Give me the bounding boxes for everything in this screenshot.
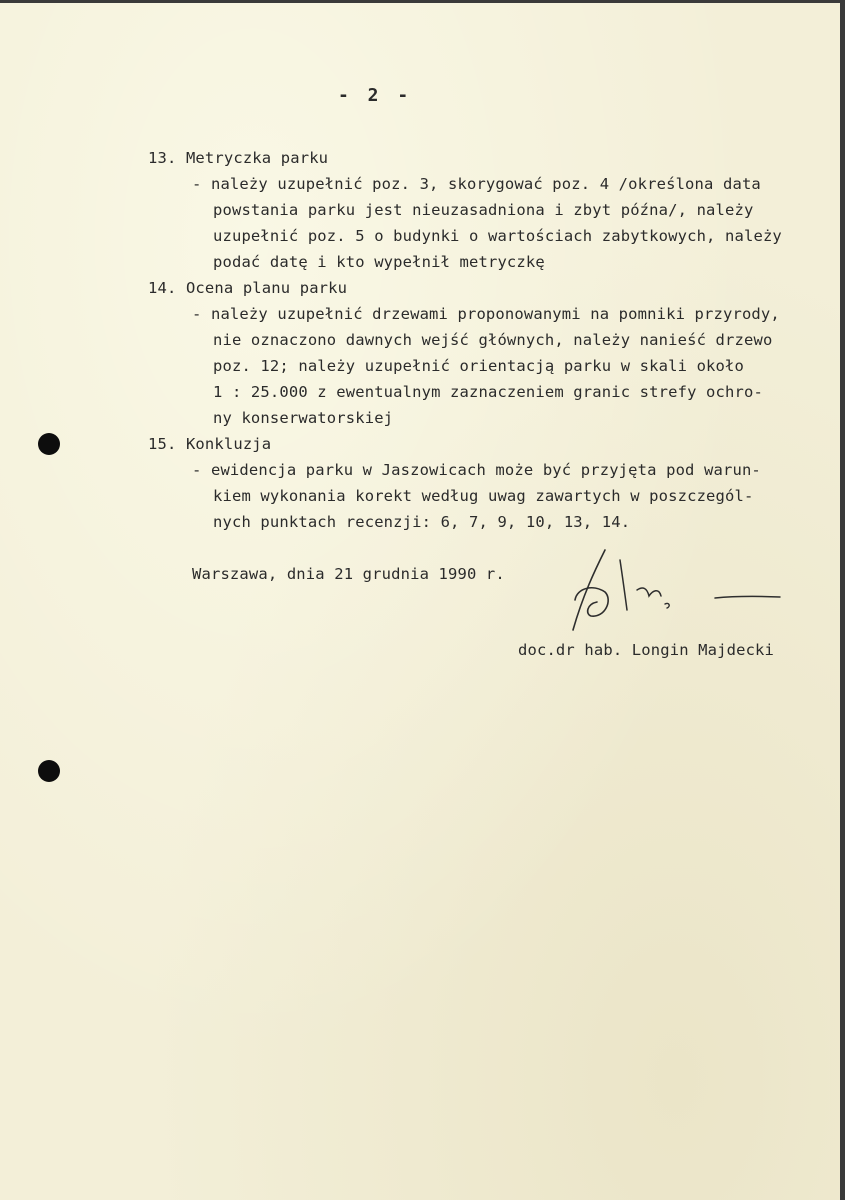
section-line: powstania parku jest nieuzasadniona i zbyt późna/, należy: [213, 201, 754, 219]
signature-icon: [565, 540, 795, 635]
author-name: doc.dr hab. Longin Majdecki: [518, 641, 775, 659]
scan-edge-right: [840, 0, 845, 1200]
section-number: 15.: [148, 435, 177, 453]
section-line: kiem wykonania korekt według uwag zawartych w poszczegól-: [213, 487, 754, 505]
date-line: Warszawa, dnia 21 grudnia 1990 r.: [192, 565, 505, 583]
punch-hole-icon: [38, 760, 60, 782]
section-line: - należy uzupełnić drzewami proponowanymi na pomniki przyrody,: [192, 305, 780, 323]
section-line: ny konserwatorskiej: [213, 409, 394, 427]
section-line: nie oznaczono dawnych wejść głównych, należy nanieść drzewo: [213, 331, 773, 349]
section-heading: [148, 278, 347, 298]
section-number: 13.: [148, 149, 177, 167]
section-heading: [148, 148, 328, 168]
section-line: nych punktach recenzji: 6, 7, 9, 10, 13, 14.: [213, 513, 631, 531]
section-line: poz. 12; należy uzupełnić orientacją parku w skali około: [213, 357, 744, 375]
section-line: uzupełnić poz. 5 o budynki o wartościach zabytkowych, należy: [213, 227, 782, 245]
section-title: Metryczka parku: [185, 149, 329, 167]
section-title: Ocena planu parku: [185, 279, 348, 297]
section-line: - ewidencja parku w Jaszowicach może być przyjęta pod warun-: [192, 461, 761, 479]
section-title: Konkluzja: [185, 435, 272, 453]
section-line: - należy uzupełnić poz. 3, skorygować poz. 4 /określona data: [192, 175, 761, 193]
scan-edge-top: [0, 0, 845, 3]
section-line: podać datę i kto wypełnił metryczkę: [213, 253, 545, 271]
section-line: 1 : 25.000 z ewentualnym zaznaczeniem granic strefy ochro-: [213, 383, 763, 401]
punch-hole-icon: [38, 433, 60, 455]
section-heading: [148, 434, 271, 454]
page-number: - 2 -: [338, 85, 413, 106]
section-number: 14.: [148, 279, 177, 297]
